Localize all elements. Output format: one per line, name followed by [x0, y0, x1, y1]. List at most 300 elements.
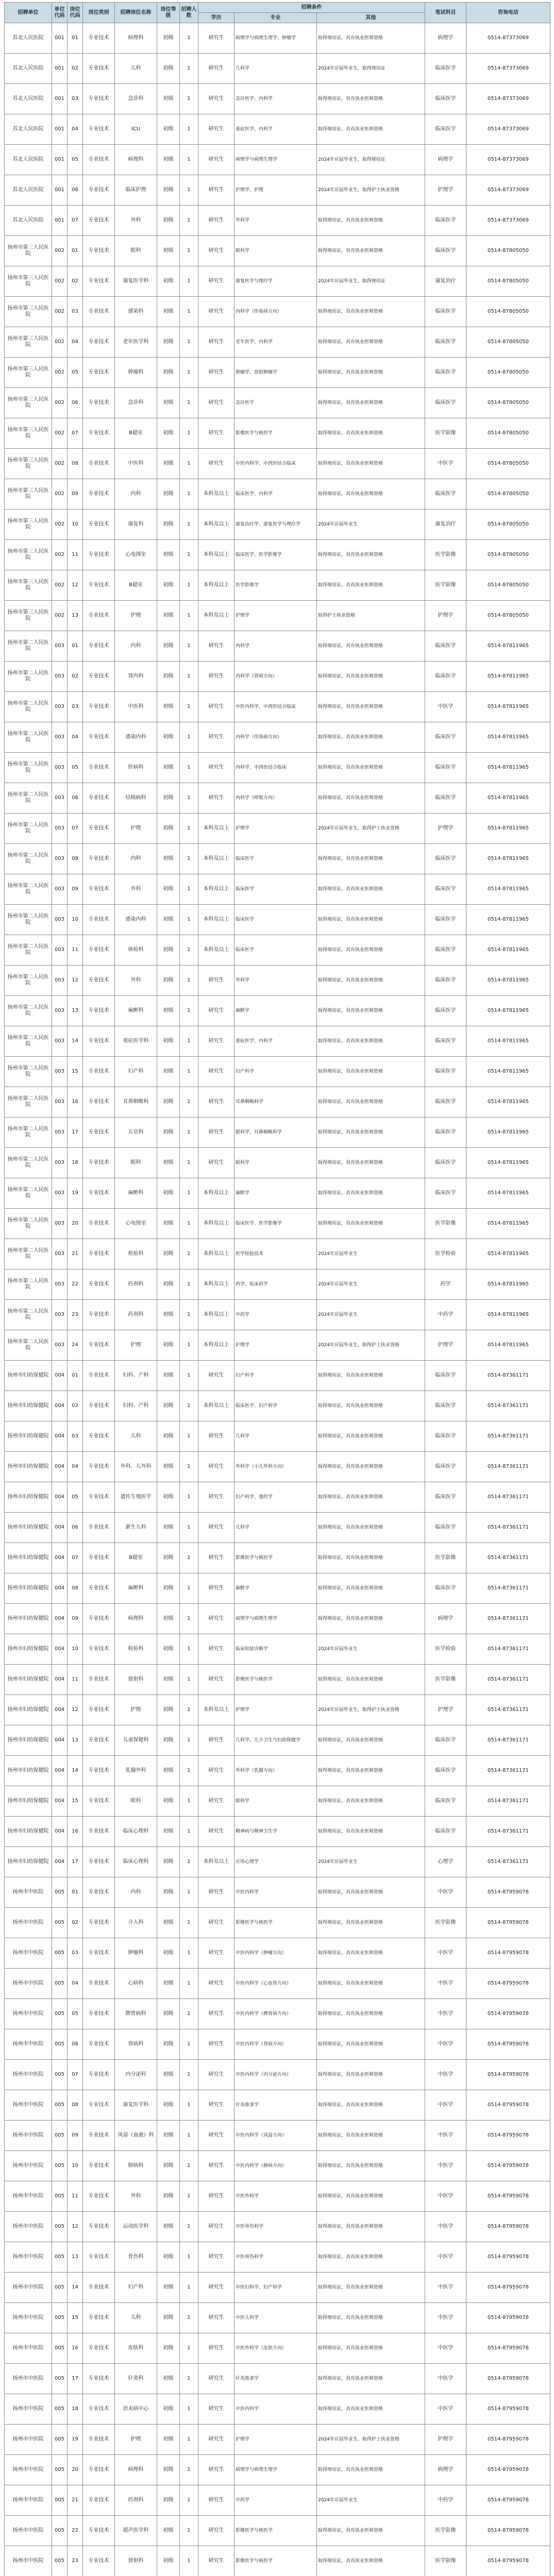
cell-post-name: 儿科 — [115, 1421, 157, 1452]
cell-post-type: 专业技术 — [83, 1877, 115, 1908]
header-post-type: 岗位类别 — [83, 3, 115, 23]
cell-unit: 扬州市第二人民医院 — [5, 905, 52, 935]
cell-post-type: 专业技术 — [83, 1573, 115, 1604]
cell-phone: 0514-87811965 — [466, 662, 550, 692]
cell-other: 取得规培证，具有执业医师资格 — [317, 1421, 425, 1452]
cell-unit-code: 005 — [52, 2425, 68, 2455]
cell-post-type: 专业技术 — [83, 1604, 115, 1634]
cell-unit: 扬州市第三人民医院 — [5, 266, 52, 297]
cell-post-type: 专业技术 — [83, 1026, 115, 1057]
cell-post-name: 遗传生殖医学 — [115, 1482, 157, 1513]
cell-unit-code: 005 — [52, 2303, 68, 2333]
cell-major: 药学、临床药学 — [234, 1269, 317, 1300]
cell-unit-code: 003 — [52, 1087, 68, 1117]
cell-post-level: 初级 — [157, 814, 180, 844]
cell-post-name: 内分泌科 — [115, 2060, 157, 2090]
cell-other: 取得规培证，具有执业医师资格 — [317, 1604, 425, 1634]
cell-post-code: 19 — [68, 2425, 83, 2455]
cell-exam: 临床医学 — [425, 206, 466, 236]
cell-unit: 扬州市中医院 — [5, 2455, 52, 2485]
table-row — [5, 570, 550, 601]
cell-other: 取得规培证，具有执业医师资格 — [317, 662, 425, 692]
table-row — [5, 2212, 550, 2242]
cell-unit: 扬州市第三人民医院 — [5, 418, 52, 449]
cell-post-name: 心病科 — [115, 1969, 157, 1999]
cell-unit: 扬州市妇幼保健院 — [5, 1725, 52, 1756]
cell-unit: 扬州市妇幼保健院 — [5, 1817, 52, 1847]
cell-education: 研究生 — [198, 753, 234, 783]
cell-post-name: 病理科 — [115, 23, 157, 54]
cell-post-type: 专业技术 — [83, 388, 115, 418]
cell-post-level: 初级 — [157, 418, 180, 449]
cell-major: 中医内科学（脾胃病方向） — [234, 1999, 317, 2029]
cell-post-level: 初级 — [157, 297, 180, 327]
cell-education: 研究生 — [198, 2394, 234, 2425]
cell-post-name: 检验科 — [115, 1634, 157, 1665]
cell-major: 医学检验技术 — [234, 1239, 317, 1269]
cell-post-name: 内科 — [115, 1877, 157, 1908]
cell-post-name: 康复科 — [115, 510, 157, 540]
cell-unit-code: 003 — [52, 1239, 68, 1269]
cell-post-code: 07 — [68, 1543, 83, 1573]
table-row — [5, 874, 550, 905]
cell-unit: 扬州市第二人民医院 — [5, 844, 52, 874]
cell-phone: 0514-87805050 — [466, 236, 550, 266]
table-row — [5, 1969, 550, 1999]
cell-phone: 0514-87811965 — [466, 965, 550, 996]
table-row — [5, 753, 550, 783]
cell-phone: 0514-87361171 — [466, 1665, 550, 1695]
cell-education: 研究生 — [198, 1361, 234, 1391]
cell-post-level: 初级 — [157, 662, 180, 692]
cell-major: 针灸推拿学 — [234, 2090, 317, 2121]
cell-unit-code: 004 — [52, 1543, 68, 1573]
cell-post-level: 初级 — [157, 1786, 180, 1817]
cell-post-level: 初级 — [157, 84, 180, 114]
cell-other: 取得规培证，具有执业医师资格 — [317, 1938, 425, 1969]
cell-count: 1 — [180, 1634, 198, 1665]
cell-exam: 临床医学 — [425, 753, 466, 783]
cell-post-name: 外科 — [115, 874, 157, 905]
cell-exam: 护理学 — [425, 2425, 466, 2455]
cell-count: 1 — [180, 753, 198, 783]
table-row — [5, 1117, 550, 1148]
cell-unit: 扬州市中医院 — [5, 2333, 52, 2364]
cell-unit: 扬州市第二人民医院 — [5, 1300, 52, 1330]
cell-exam: 护理学 — [425, 1695, 466, 1725]
cell-post-type: 专业技术 — [83, 2333, 115, 2364]
cell-exam: 临床医学 — [425, 1421, 466, 1452]
cell-other: 取得规培证，具有执业医师资格 — [317, 114, 425, 145]
cell-post-code: 10 — [68, 2151, 83, 2181]
cell-major: 外科学（乳腺方向） — [234, 1756, 317, 1786]
cell-unit: 扬州市中医院 — [5, 2485, 52, 2516]
cell-phone: 0514-87959078 — [466, 2060, 550, 2090]
cell-post-level: 初级 — [157, 631, 180, 662]
cell-exam: 临床医学 — [425, 1026, 466, 1057]
recruitment-table — [4, 2, 550, 2576]
cell-post-code: 09 — [68, 874, 83, 905]
cell-exam: 中医学 — [425, 2121, 466, 2151]
cell-post-code: 04 — [68, 114, 83, 145]
cell-post-code: 17 — [68, 1847, 83, 1877]
cell-unit: 扬州市中医院 — [5, 2303, 52, 2333]
cell-post-type: 专业技术 — [83, 996, 115, 1026]
cell-phone: 0514-87811965 — [466, 874, 550, 905]
cell-education: 研究生 — [198, 114, 234, 145]
cell-education: 研究生 — [198, 1877, 234, 1908]
cell-exam: 临床医学 — [425, 783, 466, 814]
cell-unit: 扬州市妇幼保健院 — [5, 1452, 52, 1482]
cell-other: 取得规培证，具有执业医师资格 — [317, 965, 425, 996]
cell-major: 中药学 — [234, 1300, 317, 1330]
cell-post-code: 19 — [68, 1178, 83, 1209]
cell-count: 1 — [180, 1452, 198, 1482]
cell-unit: 扬州市妇幼保健院 — [5, 1695, 52, 1725]
cell-post-code: 07 — [68, 814, 83, 844]
cell-count: 1 — [180, 540, 198, 570]
cell-unit: 扬州市妇幼保健院 — [5, 1786, 52, 1817]
cell-phone: 0514-87373069 — [466, 114, 550, 145]
cell-education: 研究生 — [198, 1117, 234, 1148]
cell-phone: 0514-87959078 — [466, 2394, 550, 2425]
cell-other: 取得规培证，具有执业医师资格 — [317, 2516, 425, 2546]
cell-major: 病理学与病理生理学、肿瘤学 — [234, 23, 317, 54]
cell-other: 取得规培证，具有执业医师资格 — [317, 1573, 425, 1604]
cell-post-code: 11 — [68, 1665, 83, 1695]
cell-exam: 临床医学 — [425, 1057, 466, 1087]
cell-other: 取得规培证，具有执业医师资格 — [317, 1026, 425, 1057]
cell-count: 1 — [180, 2029, 198, 2060]
cell-post-name: 麻醉科 — [115, 1178, 157, 1209]
table-row — [5, 54, 550, 84]
cell-unit-code: 003 — [52, 1209, 68, 1239]
cell-exam: 临床医学 — [425, 114, 466, 145]
cell-phone: 0514-87959078 — [466, 2364, 550, 2394]
cell-major: 护理学 — [234, 2425, 317, 2455]
cell-post-type: 专业技术 — [83, 2090, 115, 2121]
cell-post-code: 21 — [68, 1239, 83, 1269]
cell-post-level: 初级 — [157, 1330, 180, 1361]
table-row — [5, 175, 550, 206]
cell-phone: 0514-87373069 — [466, 206, 550, 236]
cell-exam: 病理学 — [425, 2455, 466, 2485]
cell-education: 研究生 — [198, 1026, 234, 1057]
cell-post-code: 13 — [68, 996, 83, 1026]
cell-unit-code: 001 — [52, 23, 68, 54]
cell-other: 取得规培证，具有执业医师资格 — [317, 996, 425, 1026]
cell-post-code: 03 — [68, 297, 83, 327]
cell-major: 儿科学 — [234, 1513, 317, 1543]
cell-count: 1 — [180, 2212, 198, 2242]
cell-post-type: 专业技术 — [83, 1543, 115, 1573]
cell-unit: 扬州市妇幼保健院 — [5, 1756, 52, 1786]
cell-post-name: 肾病科 — [115, 2029, 157, 2060]
cell-post-code: 10 — [68, 510, 83, 540]
cell-unit: 扬州市妇幼保健院 — [5, 1482, 52, 1513]
cell-unit-code: 001 — [52, 206, 68, 236]
cell-other: 取得规培证，具有执业医师资格 — [317, 23, 425, 54]
cell-major: 中医骨伤科学 — [234, 2212, 317, 2242]
cell-post-type: 专业技术 — [83, 722, 115, 753]
cell-exam: 中医学 — [425, 2151, 466, 2181]
cell-count: 1 — [180, 2121, 198, 2151]
cell-unit-code: 003 — [52, 1178, 68, 1209]
cell-education: 研究生 — [198, 2090, 234, 2121]
cell-post-code: 08 — [68, 2090, 83, 2121]
table-row — [5, 206, 550, 236]
cell-post-code: 03 — [68, 84, 83, 114]
cell-other: 取得规培证，具有执业医师资格 — [317, 2455, 425, 2485]
cell-post-name: 临床心理科 — [115, 1847, 157, 1877]
cell-education: 研究生 — [198, 358, 234, 388]
table-row — [5, 2394, 550, 2425]
cell-post-type: 专业技术 — [83, 1057, 115, 1087]
cell-exam: 药学 — [425, 1269, 466, 1300]
cell-unit-code: 004 — [52, 1361, 68, 1391]
table-row — [5, 935, 550, 965]
cell-post-level: 初级 — [157, 1209, 180, 1239]
cell-exam: 临床医学 — [425, 1452, 466, 1482]
cell-education: 研究生 — [198, 1938, 234, 1969]
cell-post-level: 初级 — [157, 1969, 180, 1999]
cell-exam: 临床医学 — [425, 327, 466, 358]
cell-post-name: 外科、儿外科 — [115, 1452, 157, 1482]
cell-other: 取得规培证，具有执业医师资格 — [317, 1999, 425, 2029]
cell-post-name: 治未病中心 — [115, 2394, 157, 2425]
cell-other: 取得规培证，具有执业医师资格 — [317, 1543, 425, 1573]
cell-major: 中医外科学 — [234, 2181, 317, 2212]
cell-post-name: 病理科 — [115, 145, 157, 175]
cell-unit-code: 005 — [52, 2546, 68, 2576]
cell-post-code: 07 — [68, 2060, 83, 2090]
cell-phone: 0514-87373069 — [466, 23, 550, 54]
cell-unit: 苏北人民医院 — [5, 175, 52, 206]
cell-post-name: 感染内科 — [115, 722, 157, 753]
cell-unit: 扬州市第二人民医院 — [5, 783, 52, 814]
cell-other: 取得规培证，具有执业医师资格 — [317, 1969, 425, 1999]
cell-post-level: 初级 — [157, 1756, 180, 1786]
header-post-name: 招聘岗位名称 — [115, 3, 157, 23]
cell-education: 研究生 — [198, 1604, 234, 1634]
cell-phone: 0514-87361171 — [466, 1725, 550, 1756]
cell-post-type: 专业技术 — [83, 2151, 115, 2181]
cell-unit: 扬州市中医院 — [5, 2060, 52, 2090]
cell-post-name: 病理科 — [115, 2455, 157, 2485]
table-row — [5, 479, 550, 510]
cell-post-level: 初级 — [157, 1057, 180, 1087]
cell-exam: 护理学 — [425, 1330, 466, 1361]
cell-post-code: 01 — [68, 236, 83, 266]
cell-post-type: 专业技术 — [83, 1117, 115, 1148]
cell-phone: 0514-87361171 — [466, 1513, 550, 1543]
cell-post-level: 初级 — [157, 1604, 180, 1634]
header-exam: 笔试科目 — [425, 3, 466, 23]
cell-post-name: 药剂科 — [115, 1269, 157, 1300]
cell-unit: 扬州市妇幼保健院 — [5, 1543, 52, 1573]
cell-count: 1 — [180, 2394, 198, 2425]
cell-post-type: 专业技术 — [83, 2425, 115, 2455]
cell-post-code: 01 — [68, 23, 83, 54]
cell-post-level: 初级 — [157, 2455, 180, 2485]
cell-major: 中医内科学（心血管方向） — [234, 1969, 317, 1999]
cell-post-code: 10 — [68, 905, 83, 935]
cell-unit: 扬州市中医院 — [5, 2425, 52, 2455]
cell-post-level: 初级 — [157, 722, 180, 753]
cell-unit-code: 005 — [52, 1938, 68, 1969]
cell-phone: 0514-87805050 — [466, 479, 550, 510]
cell-exam: 临床医学 — [425, 662, 466, 692]
cell-education: 研究生 — [198, 1665, 234, 1695]
cell-count: 1 — [180, 844, 198, 874]
cell-post-level: 初级 — [157, 510, 180, 540]
cell-post-type: 专业技术 — [83, 1756, 115, 1786]
cell-count: 1 — [180, 965, 198, 996]
cell-post-name: 药剂科 — [115, 2485, 157, 2516]
cell-count: 1 — [180, 1847, 198, 1877]
cell-post-name: 儿科 — [115, 2303, 157, 2333]
cell-unit-code: 005 — [52, 2394, 68, 2425]
cell-other: 取得规培证，具有执业医师资格 — [317, 631, 425, 662]
cell-post-name: 麻醉科 — [115, 1573, 157, 1604]
table-row — [5, 1239, 550, 1269]
cell-major: 临床医学、医学影像学 — [234, 1209, 317, 1239]
cell-education: 研究生 — [198, 2455, 234, 2485]
cell-unit: 扬州市第二人民医院 — [5, 631, 52, 662]
cell-post-code: 05 — [68, 1482, 83, 1513]
cell-post-type: 专业技术 — [83, 1300, 115, 1330]
cell-unit: 苏北人民医院 — [5, 23, 52, 54]
cell-post-level: 初级 — [157, 2151, 180, 2181]
cell-post-level: 初级 — [157, 2394, 180, 2425]
cell-exam: 医学影像 — [425, 1543, 466, 1573]
cell-post-type: 专业技术 — [83, 2485, 115, 2516]
cell-post-type: 专业技术 — [83, 23, 115, 54]
cell-post-level: 初级 — [157, 1087, 180, 1117]
cell-post-name: 骨伤科 — [115, 2242, 157, 2273]
table-row — [5, 1057, 550, 1087]
cell-major: 妇产科学 — [234, 1057, 317, 1087]
cell-other: 2024年应届毕业生，取得规培证 — [317, 145, 425, 175]
header-other: 其他 — [317, 13, 425, 23]
cell-unit: 扬州市第二人民医院 — [5, 1239, 52, 1269]
cell-unit-code: 003 — [52, 844, 68, 874]
table-row — [5, 1361, 550, 1391]
cell-count: 1 — [180, 479, 198, 510]
cell-major: 耳鼻咽喉科学 — [234, 1087, 317, 1117]
cell-phone: 0514-87805050 — [466, 327, 550, 358]
cell-other: 取得规培证，具有执业医师资格 — [317, 905, 425, 935]
cell-unit: 扬州市妇幼保健院 — [5, 1391, 52, 1421]
cell-post-level: 初级 — [157, 905, 180, 935]
cell-education: 本科及以上 — [198, 479, 234, 510]
cell-post-code: 14 — [68, 1026, 83, 1057]
cell-unit-code: 003 — [52, 1117, 68, 1148]
cell-unit: 扬州市第二人民医院 — [5, 662, 52, 692]
cell-post-level: 初级 — [157, 449, 180, 479]
cell-post-type: 专业技术 — [83, 1634, 115, 1665]
cell-major: 眼科学 — [234, 236, 317, 266]
cell-education: 本科及以上 — [198, 1391, 234, 1421]
cell-education: 本科及以上 — [198, 540, 234, 570]
cell-exam: 医学检验 — [425, 1239, 466, 1269]
cell-unit: 扬州市第三人民医院 — [5, 297, 52, 327]
cell-phone: 0514-87811965 — [466, 1300, 550, 1330]
cell-education: 本科及以上 — [198, 1178, 234, 1209]
cell-phone: 0514-87959078 — [466, 2090, 550, 2121]
cell-post-code: 22 — [68, 2516, 83, 2546]
cell-post-name: 脾胃病科 — [115, 1999, 157, 2029]
cell-unit: 苏北人民医院 — [5, 84, 52, 114]
cell-exam: 中医学 — [425, 2364, 466, 2394]
cell-phone: 0514-87959078 — [466, 1938, 550, 1969]
cell-exam: 中医学 — [425, 2029, 466, 2060]
cell-phone: 0514-87811965 — [466, 1148, 550, 1178]
cell-post-type: 专业技术 — [83, 2546, 115, 2576]
cell-unit-code: 005 — [52, 2333, 68, 2364]
cell-post-name: 体检科 — [115, 935, 157, 965]
cell-post-name: 妇产科 — [115, 1057, 157, 1087]
cell-education: 本科及以上 — [198, 1695, 234, 1725]
cell-count: 1 — [180, 2516, 198, 2546]
table-row — [5, 2151, 550, 2181]
cell-post-type: 专业技术 — [83, 905, 115, 935]
cell-post-code: 07 — [68, 418, 83, 449]
cell-unit: 扬州市中医院 — [5, 2364, 52, 2394]
cell-phone: 0514-87361171 — [466, 1361, 550, 1391]
cell-unit: 扬州市妇幼保健院 — [5, 1847, 52, 1877]
cell-exam: 中医学 — [425, 2394, 466, 2425]
cell-exam: 临床医学 — [425, 1513, 466, 1543]
cell-education: 研究生 — [198, 965, 234, 996]
cell-count: 1 — [180, 1421, 198, 1452]
cell-other: 取得规培证，具有执业医师资格 — [317, 2090, 425, 2121]
cell-post-code: 05 — [68, 358, 83, 388]
table-row — [5, 1573, 550, 1604]
cell-unit: 苏北人民医院 — [5, 145, 52, 175]
cell-phone: 0514-87811965 — [466, 935, 550, 965]
cell-count: 1 — [180, 1269, 198, 1300]
table-row — [5, 358, 550, 388]
cell-post-name: 麻醉科 — [115, 996, 157, 1026]
cell-phone: 0514-87959078 — [466, 2212, 550, 2242]
cell-post-code: 22 — [68, 1269, 83, 1300]
cell-phone: 0514-87811965 — [466, 905, 550, 935]
cell-unit-code: 004 — [52, 1695, 68, 1725]
cell-unit: 扬州市第二人民医院 — [5, 996, 52, 1026]
cell-count: 1 — [180, 1573, 198, 1604]
cell-education: 研究生 — [198, 1148, 234, 1178]
cell-post-level: 初级 — [157, 1634, 180, 1665]
cell-count: 1 — [180, 1239, 198, 1269]
cell-count: 1 — [180, 1482, 198, 1513]
cell-unit-code: 002 — [52, 601, 68, 631]
cell-unit-code: 002 — [52, 358, 68, 388]
table-row — [5, 1330, 550, 1361]
cell-post-level: 初级 — [157, 1725, 180, 1756]
cell-post-name: 眼科 — [115, 1148, 157, 1178]
cell-major: 影像医学与核医学 — [234, 1665, 317, 1695]
cell-other: 取得规培证，具有执业医师资格 — [317, 2151, 425, 2181]
cell-post-level: 初级 — [157, 2060, 180, 2090]
cell-education: 本科及以上 — [198, 570, 234, 601]
cell-unit-code: 002 — [52, 236, 68, 266]
cell-exam: 临床医学 — [425, 358, 466, 388]
cell-unit-code: 003 — [52, 1300, 68, 1330]
cell-post-type: 专业技术 — [83, 874, 115, 905]
cell-post-code: 06 — [68, 1513, 83, 1543]
cell-other: 取得规培证，具有执业医师资格 — [317, 692, 425, 722]
